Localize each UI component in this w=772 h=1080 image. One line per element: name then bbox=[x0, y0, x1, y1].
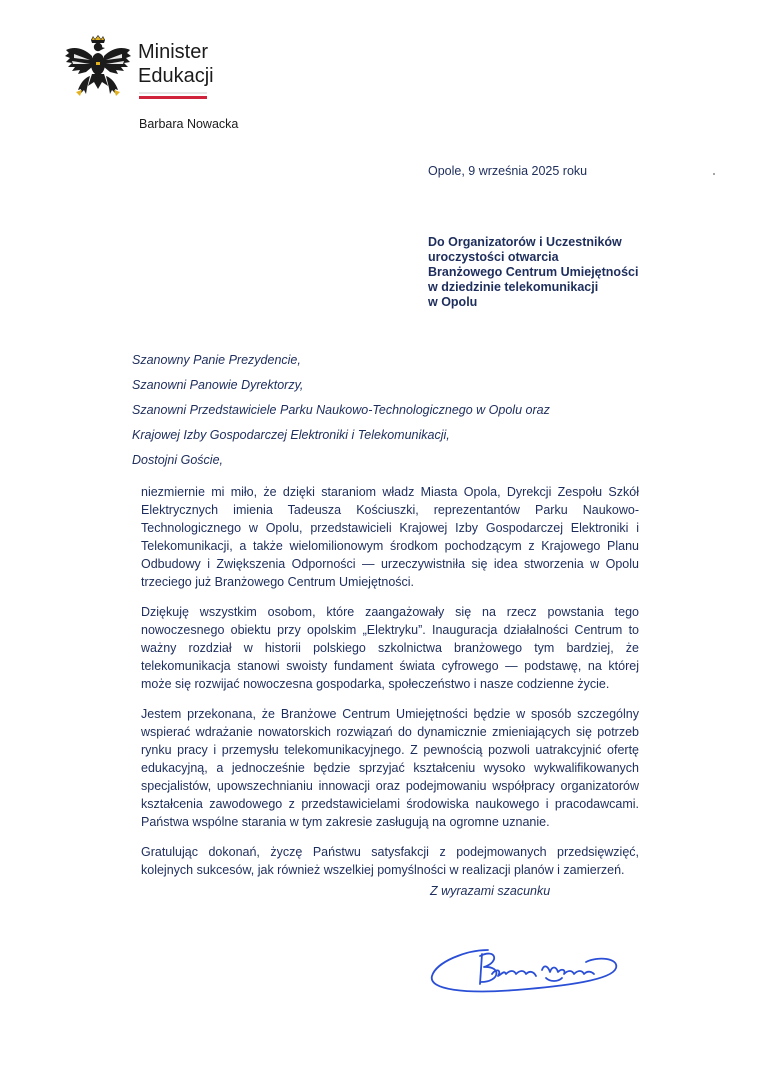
handwritten-signature bbox=[426, 940, 622, 1000]
recipient-line: uroczystości otwarcia bbox=[428, 250, 559, 264]
body-paragraph: Gratulując dokonań, życzę Państwu satysfakcji z podejmowanych przedsięwzięć, kolejnych sukcesów, jak również wszelkiej pomyślności w realizacji planów i zamierzeń. bbox=[141, 845, 639, 877]
ministry-name-line1: Minister bbox=[138, 41, 209, 63]
recipient-block bbox=[428, 235, 638, 310]
flag-stripe-red bbox=[139, 96, 207, 99]
scan-speck bbox=[713, 173, 715, 175]
letter-date: Opole, 9 września 2025 roku bbox=[428, 164, 588, 178]
recipient-line: w dziedzinie telekomunikacji bbox=[428, 280, 599, 294]
body-paragraph: niezmiernie mi miło, że dzięki staraniom władz Miasta Opola, Dyrekcji Zespołu Szkół Elektrycznych imienia Tadeusza Kościuszki, reprezentantów Parku Naukowo-Technologicznego w Opolu, przedstawicieli Krajowej Izby Gospodarczej Elektroniki i Telekomunikacji, a także wielomilionowym środkom pochodzącym z Krajowego Planu Odbudowy i Zwiększenia Odporności — urzeczywistniła się idea stworzenia w Opolu trzeciego już Branżowego Centrum Umiejętności. bbox=[141, 485, 639, 589]
minister-name: Barbara Nowacka bbox=[139, 117, 239, 131]
recipient-line: Branżowego Centrum Umiejętności bbox=[428, 265, 639, 279]
flag-stripe-white bbox=[139, 92, 207, 94]
body-paragraph: Jestem przekonana, że Branżowe Centrum Umiejętności będzie w sposób szczególny wspierać wdrażanie nowatorskich rozwiązań do dynamicznie zmieniających się potrzeb rynku pracy i przemysłu telekomunikacyjnego. Z pewnością pozwoli uatrakcyjnić ofertę edukacyjną, a jednocześnie będzie sprzyjać kształceniu wysoko wykwalifikowanych specjalistów, upowszechnianiu innowacji oraz podejmowaniu współpracy organizatorów kształcenia zawodowego z przedstawicielami środowiska naukowego i pracodawcami. Państwa wspólne starania w tym zakresie zasługują na ogromne uznanie. bbox=[141, 707, 639, 829]
salutation-line: Krajowej Izby Gospodarczej Elektroniki i Telekomunikacji, bbox=[132, 428, 450, 442]
ministry-name bbox=[138, 40, 214, 88]
salutation-line: Dostojni Goście, bbox=[132, 453, 224, 467]
recipient-line: Do Organizatorów i Uczestników bbox=[428, 235, 622, 249]
recipient-line: w Opolu bbox=[428, 295, 478, 309]
salutations-block bbox=[132, 352, 550, 477]
salutation-line: Szanowni Przedstawiciele Parku Naukowo-Technologicznego w Opolu oraz bbox=[132, 403, 550, 417]
body-paragraph: Dziękuję wszystkim osobom, które zaangażowały się na rzecz powstania tego nowoczesnego obiektu przy opolskim „Elektryku”. Inauguracja działalności Centrum to ważny rozdział w historii polskiego szkolnictwa branżowego tym bardziej, że telekomunikacja stanowi swoisty fundament świata cyfrowego — podstawę, na której może się rozwijać nowoczesna gospodarka, społeczeństwo i nasze codzienne życie. bbox=[141, 605, 639, 691]
letter-body bbox=[141, 483, 639, 891]
polish-eagle-icon bbox=[62, 34, 134, 106]
ministry-name-line2: Edukacji bbox=[138, 65, 214, 87]
salutation-line: Szanowni Panowie Dyrektorzy, bbox=[132, 378, 304, 392]
closing-phrase: Z wyrazami szacunku bbox=[430, 884, 551, 898]
salutation-line: Szanowny Panie Prezydencie, bbox=[132, 353, 301, 367]
